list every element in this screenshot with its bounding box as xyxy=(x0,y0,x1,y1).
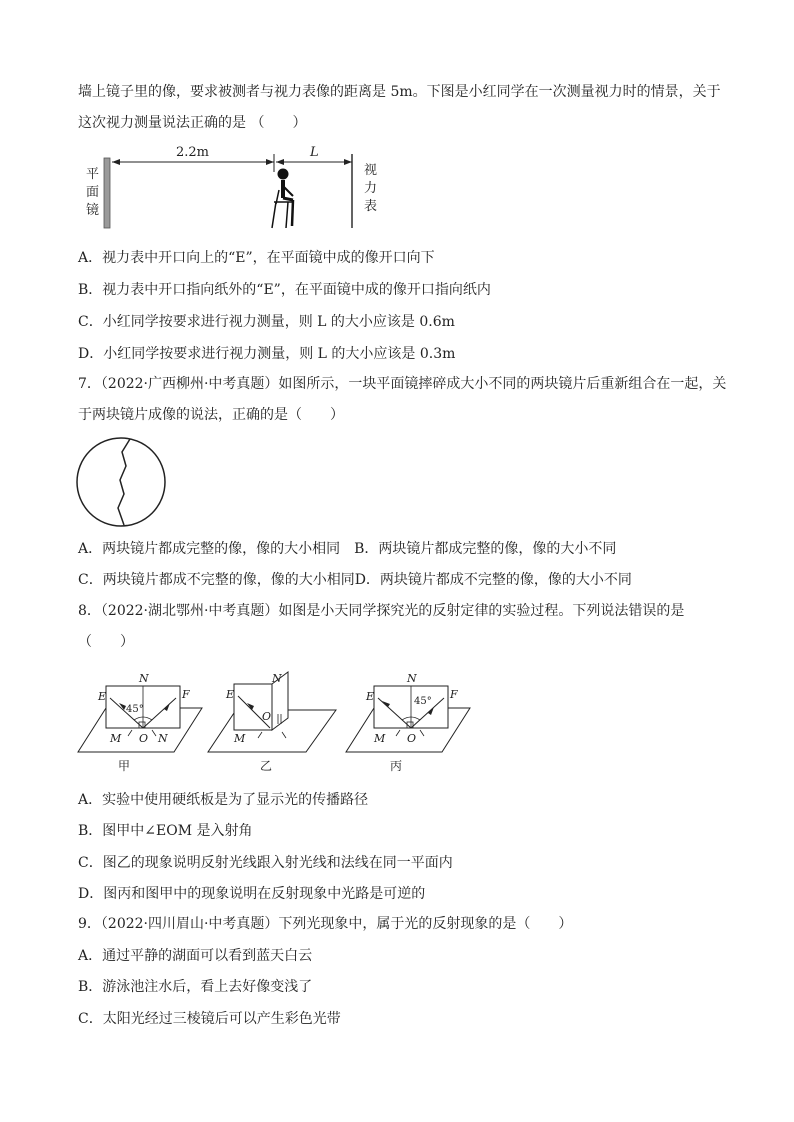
q6-figure xyxy=(80,140,400,232)
jia-label-F: F xyxy=(182,688,190,701)
q8-option-c: C．图乙的现象说明反射光线跟入射光线和法线在同一平面内 xyxy=(78,855,453,871)
bing-label-O: O xyxy=(407,732,417,745)
yi-label-N: N xyxy=(272,672,282,685)
q7-options-cd: C．两块镜片都成不完整的像，像的大小相同D．两块镜片都成不完整的像，像的大小不同 xyxy=(78,572,632,588)
q6-stem-line2: 这次视力测量说法正确的是 （ ） xyxy=(78,115,307,131)
distance-label: 2.2m xyxy=(176,145,210,160)
yi-caption: 乙 xyxy=(260,759,273,773)
jia-label-E: E xyxy=(98,690,107,703)
q9-option-b: B．游泳池注水后，看上去好像变浅了 xyxy=(78,979,313,995)
q8-option-d: D．图丙和图甲中的现象说明在反射现象中光路是可逆的 xyxy=(78,886,426,902)
seated-person-icon xyxy=(272,169,293,229)
mirror-label-3: 镜 xyxy=(86,203,100,218)
fig-jia xyxy=(76,670,206,776)
q7-options-ab: A．两块镜片都成完整的像，像的大小相同 B．两块镜片都成完整的像，像的大小不同 xyxy=(78,541,617,557)
jia-label-angle: 45° xyxy=(126,704,144,715)
mirror-label-2: 面 xyxy=(86,185,100,200)
bing-label-E: E xyxy=(366,690,375,703)
chart-label-2: 力 xyxy=(364,181,378,196)
q7-stem-line2: 于两块镜片成像的说法，正确的是（ ） xyxy=(78,407,344,423)
chart-label-1: 视 xyxy=(364,163,378,178)
yi-label-E: E xyxy=(226,688,235,701)
jia-caption: 甲 xyxy=(118,759,131,773)
jia-label-M: M xyxy=(110,732,122,745)
q6-option-d: D．小红同学按要求进行视力测量，则 L 的大小应该是 0.3m xyxy=(78,346,456,362)
crack-line xyxy=(118,439,130,525)
q6-option-a: A．视力表中开口向上的“E”，在平面镜中成的像开口向下 xyxy=(78,250,435,266)
q9-option-c: C．太阳光经过三棱镜后可以产生彩色光带 xyxy=(78,1011,341,1027)
mirror-label-1: 平 xyxy=(86,167,100,182)
bing-label-M: M xyxy=(374,732,386,745)
bing-caption: 丙 xyxy=(390,759,403,773)
bing-label-F: F xyxy=(450,688,458,701)
q8-stem-line2: （ ） xyxy=(78,634,134,650)
q9-stem: 9．（2022·四川眉山·中考真题）下列光现象中，属于光的反射现象的是（ ） xyxy=(78,916,573,932)
mirror-bar xyxy=(104,158,110,228)
q6-stem-line1: 墙上镜子里的像，要求被测者与视力表像的距离是 5m。下图是小红同学在一次测量视力时的情景，关于 xyxy=(78,84,721,100)
yi-label-O: O xyxy=(262,710,272,723)
jia-label-N: N xyxy=(139,672,149,685)
q7-stem-line1: 7．（2022·广西柳州·中考真题）如图所示，一块平面镜摔碎成大小不同的两块镜片后重新组合在一起，关 xyxy=(78,376,727,392)
q8-option-b: B．图甲中∠EOM 是入射角 xyxy=(78,823,253,839)
chart-label-3: 表 xyxy=(364,199,378,214)
q8-stem-line1: 8．（2022·湖北鄂州·中考真题）如图是小天同学探究光的反射定律的实验过程。下列说法错误的是 xyxy=(78,603,685,619)
broken-mirror-figure xyxy=(74,436,170,528)
q9-option-a: A．通过平静的湖面可以看到蓝天白云 xyxy=(78,948,313,964)
fig-yi xyxy=(206,670,340,776)
jia-label-N2: N xyxy=(158,732,168,745)
fig-bing xyxy=(344,670,474,776)
bing-label-N: N xyxy=(407,672,417,685)
yi-label-M: M xyxy=(234,732,246,745)
q6-option-b: B．视力表中开口指向纸外的“E”，在平面镜中成的像开口指向纸内 xyxy=(78,282,491,298)
jia-label-O: O xyxy=(139,732,149,745)
bing-label-angle: 45° xyxy=(414,696,432,707)
L-label: L xyxy=(310,145,319,160)
q8-option-a: A．实验中使用硬纸板是为了显示光的传播路径 xyxy=(78,792,369,808)
q6-option-c: C．小红同学按要求进行视力测量，则 L 的大小应该是 0.6m xyxy=(78,314,455,330)
